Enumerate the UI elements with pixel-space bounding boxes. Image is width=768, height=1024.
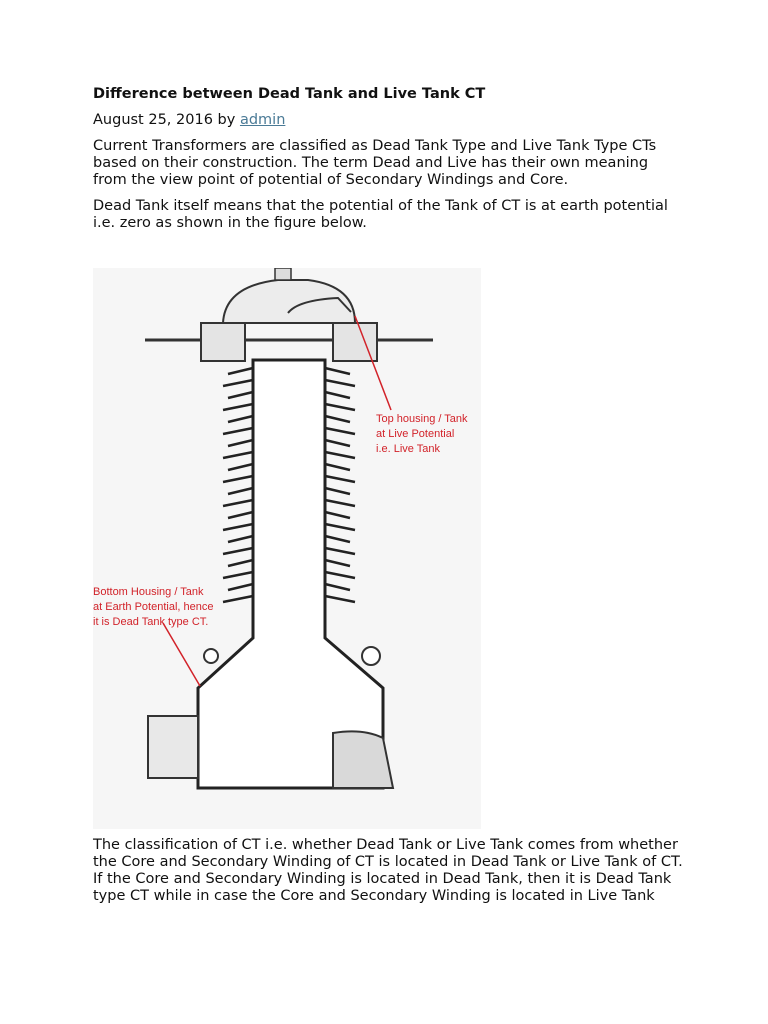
label-top-line-2: at Live Potential xyxy=(376,428,455,440)
terminal-box xyxy=(148,716,198,778)
label-top-line-3: i.e. Live Tank xyxy=(376,443,441,455)
lifting-lug-left xyxy=(204,649,218,663)
base-mount-right xyxy=(333,731,393,788)
publish-date: August 25, 2016 xyxy=(93,112,213,128)
ct-diagram-svg xyxy=(93,268,481,829)
label-top-line-1: Top housing / Tank xyxy=(376,413,468,425)
insulator-body xyxy=(198,360,383,788)
paragraph-intro: Current Transformers are classified as Dead Tank Type and Live Tank Type CTs based on their construction. The term Dead and Live has their own meaning from the view point of potential of Secondary Windings and Core. xyxy=(93,138,657,188)
paragraph-dead-tank: Dead Tank itself means that the potential of the Tank of CT is at earth potential i.e. zero as shown in the figure below. xyxy=(93,198,668,231)
label-bottom-line-2: at Earth Potential, hence xyxy=(93,601,214,613)
pointer-line-bottom xyxy=(163,623,200,686)
ct-diagram-image xyxy=(93,268,481,829)
article-byline xyxy=(93,112,285,128)
label-bottom-line-3: it is Dead Tank type CT. xyxy=(93,616,209,628)
terminal-left xyxy=(201,323,245,361)
insulator-sheds-left xyxy=(223,368,253,602)
article-title: Difference between Dead Tank and Live Tank CT xyxy=(93,86,486,102)
top-cap-knob xyxy=(275,268,291,280)
lifting-lug-right xyxy=(362,647,380,665)
author-link[interactable]: admin xyxy=(239,112,286,128)
paragraph-classification: The classification of CT i.e. whether Dead Tank or Live Tank comes from whether the Core and Secondary Winding of CT is located in Dead Tank or Live Tank of CT. If the Core and Secondary Winding is located in Dead Tank, then it is Dead Tank type CT while in case the Core and Secondary Winding is located in Live Tank xyxy=(93,837,683,904)
byline-by: by xyxy=(217,112,236,128)
insulator-sheds-right xyxy=(325,368,355,602)
label-bottom-line-1: Bottom Housing / Tank xyxy=(93,586,204,598)
top-cap-shape xyxy=(223,280,355,323)
